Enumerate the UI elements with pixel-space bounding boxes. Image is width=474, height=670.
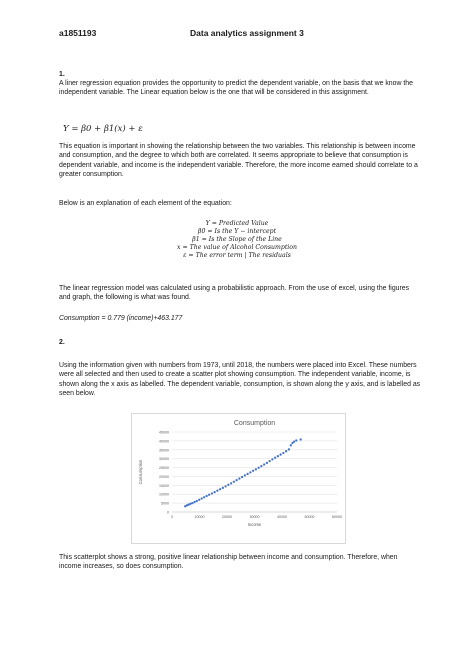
x-tick-label: 20000 <box>222 515 232 519</box>
data-point <box>293 440 295 442</box>
data-point <box>246 473 248 475</box>
scatter-plot-svg <box>132 414 345 543</box>
y-tick-label: 25000 <box>159 466 169 471</box>
x-tick-label: 0 <box>171 515 173 519</box>
data-point <box>235 479 237 481</box>
y-tick-label: 45000 <box>159 430 169 435</box>
data-point <box>193 501 195 503</box>
data-point <box>233 481 235 483</box>
data-point <box>224 485 226 487</box>
y-tick-label: 35000 <box>159 448 169 453</box>
section-1-number: 1. <box>59 71 65 78</box>
section-2-paragraph: Using the information given with numbers from 1973, until 2018, the numbers were placed into Excel. These numbers were all selected and then used to create a scatter plot showing consumption. The independent variable, income, is shown along the x axis as labelled. The dependent variable, consumption, is shown along the y axis, and is labelled as seen below. <box>59 362 421 398</box>
conclusion-paragraph: This scatterplot shows a strong, positive linear relationship between income and consumption. Therefore, when income increases, so does consumption. <box>59 554 398 571</box>
y-tick-label: 5000 <box>161 501 169 506</box>
data-point <box>282 452 284 454</box>
definition-line: x = The value of Alcohol Consumption <box>176 243 297 251</box>
definition-line: Y = Predicted Value <box>205 220 269 227</box>
data-point <box>216 490 218 492</box>
data-point <box>238 477 240 479</box>
document-title: Data analytics assignment 3 <box>190 28 304 38</box>
y-tick-label: 20000 <box>159 474 169 479</box>
data-point <box>227 484 229 486</box>
y-tick-label: 30000 <box>159 457 169 462</box>
y-tick-label: 40000 <box>159 439 169 444</box>
data-point <box>257 467 259 469</box>
x-axis-label: Income <box>247 522 262 527</box>
data-point <box>196 500 198 502</box>
data-point <box>255 468 257 470</box>
data-point <box>266 462 268 464</box>
data-point <box>191 502 193 504</box>
y-tick-label: 15000 <box>159 483 169 488</box>
chart-title: Consumption <box>233 420 276 427</box>
x-tick-label: 30000 <box>249 515 260 519</box>
regression-equation: Y = β0 + β1(x) + ε <box>63 124 143 134</box>
x-tick-label: 50000 <box>304 515 315 519</box>
data-point <box>295 439 297 441</box>
data-point <box>249 471 251 473</box>
scatter-chart <box>131 413 346 544</box>
data-point <box>213 491 215 493</box>
data-point <box>244 474 246 476</box>
model-paragraph: The linear regression model was calculated using a probabilistic approach. From the use of excel, using the figures and graph, the following is what was found. <box>59 285 410 302</box>
data-point <box>201 497 203 499</box>
data-point <box>206 495 208 497</box>
data-point <box>208 494 210 496</box>
data-point <box>271 458 273 460</box>
data-point <box>279 453 281 455</box>
data-point <box>285 450 287 452</box>
y-axis-label: Consumption <box>138 459 143 485</box>
data-point <box>288 448 290 450</box>
section-2-number: 2. <box>59 339 65 346</box>
data-point <box>277 455 279 457</box>
data-point <box>263 463 265 465</box>
definition-line: ε = The error term | The residuals <box>183 251 291 259</box>
x-tick-label: 60000 <box>332 515 342 519</box>
data-point <box>252 470 254 472</box>
definition-line: β0 = Is the Y − intercept <box>197 227 277 235</box>
data-point <box>219 488 221 490</box>
x-tick-label: 40000 <box>277 515 287 519</box>
data-point <box>198 499 200 501</box>
student-id: a1851193 <box>59 28 97 38</box>
y-tick-label: 0 <box>167 510 169 515</box>
fitted-equation: Consumption = 0.779 (income)+463.177 <box>59 315 183 322</box>
definition-line: β1 = Is the Slope of the Line <box>192 235 282 243</box>
data-point <box>203 496 205 498</box>
explanation-lead: Below is an explanation of each element of the equation: <box>59 200 232 207</box>
data-point <box>222 487 224 489</box>
section-1-intro: A liner regression equation provides the opportunity to predict the dependent variable, on the basis that we know the independent variable. The Linear equation below is the one that will be considered in this assignment. <box>59 80 413 97</box>
data-point <box>268 460 270 462</box>
data-point <box>290 444 292 446</box>
data-point <box>260 465 262 467</box>
data-point <box>230 482 232 484</box>
equation-definitions <box>0 220 474 260</box>
data-point <box>274 457 276 459</box>
importance-paragraph: This equation is important in showing the relationship between the two variables. This relationship is between income and consumption, and the degree to which both are correlated. It seems appropriate to believe that consumption is dependent variable, and income is the independent variable. Therefore, the more income earned should correlate to a greater consumption. <box>59 143 418 179</box>
data-point <box>211 492 213 494</box>
x-tick-label: 10000 <box>194 515 205 519</box>
data-point <box>241 476 243 478</box>
data-point <box>300 438 302 440</box>
y-tick-label: 10000 <box>159 492 169 497</box>
